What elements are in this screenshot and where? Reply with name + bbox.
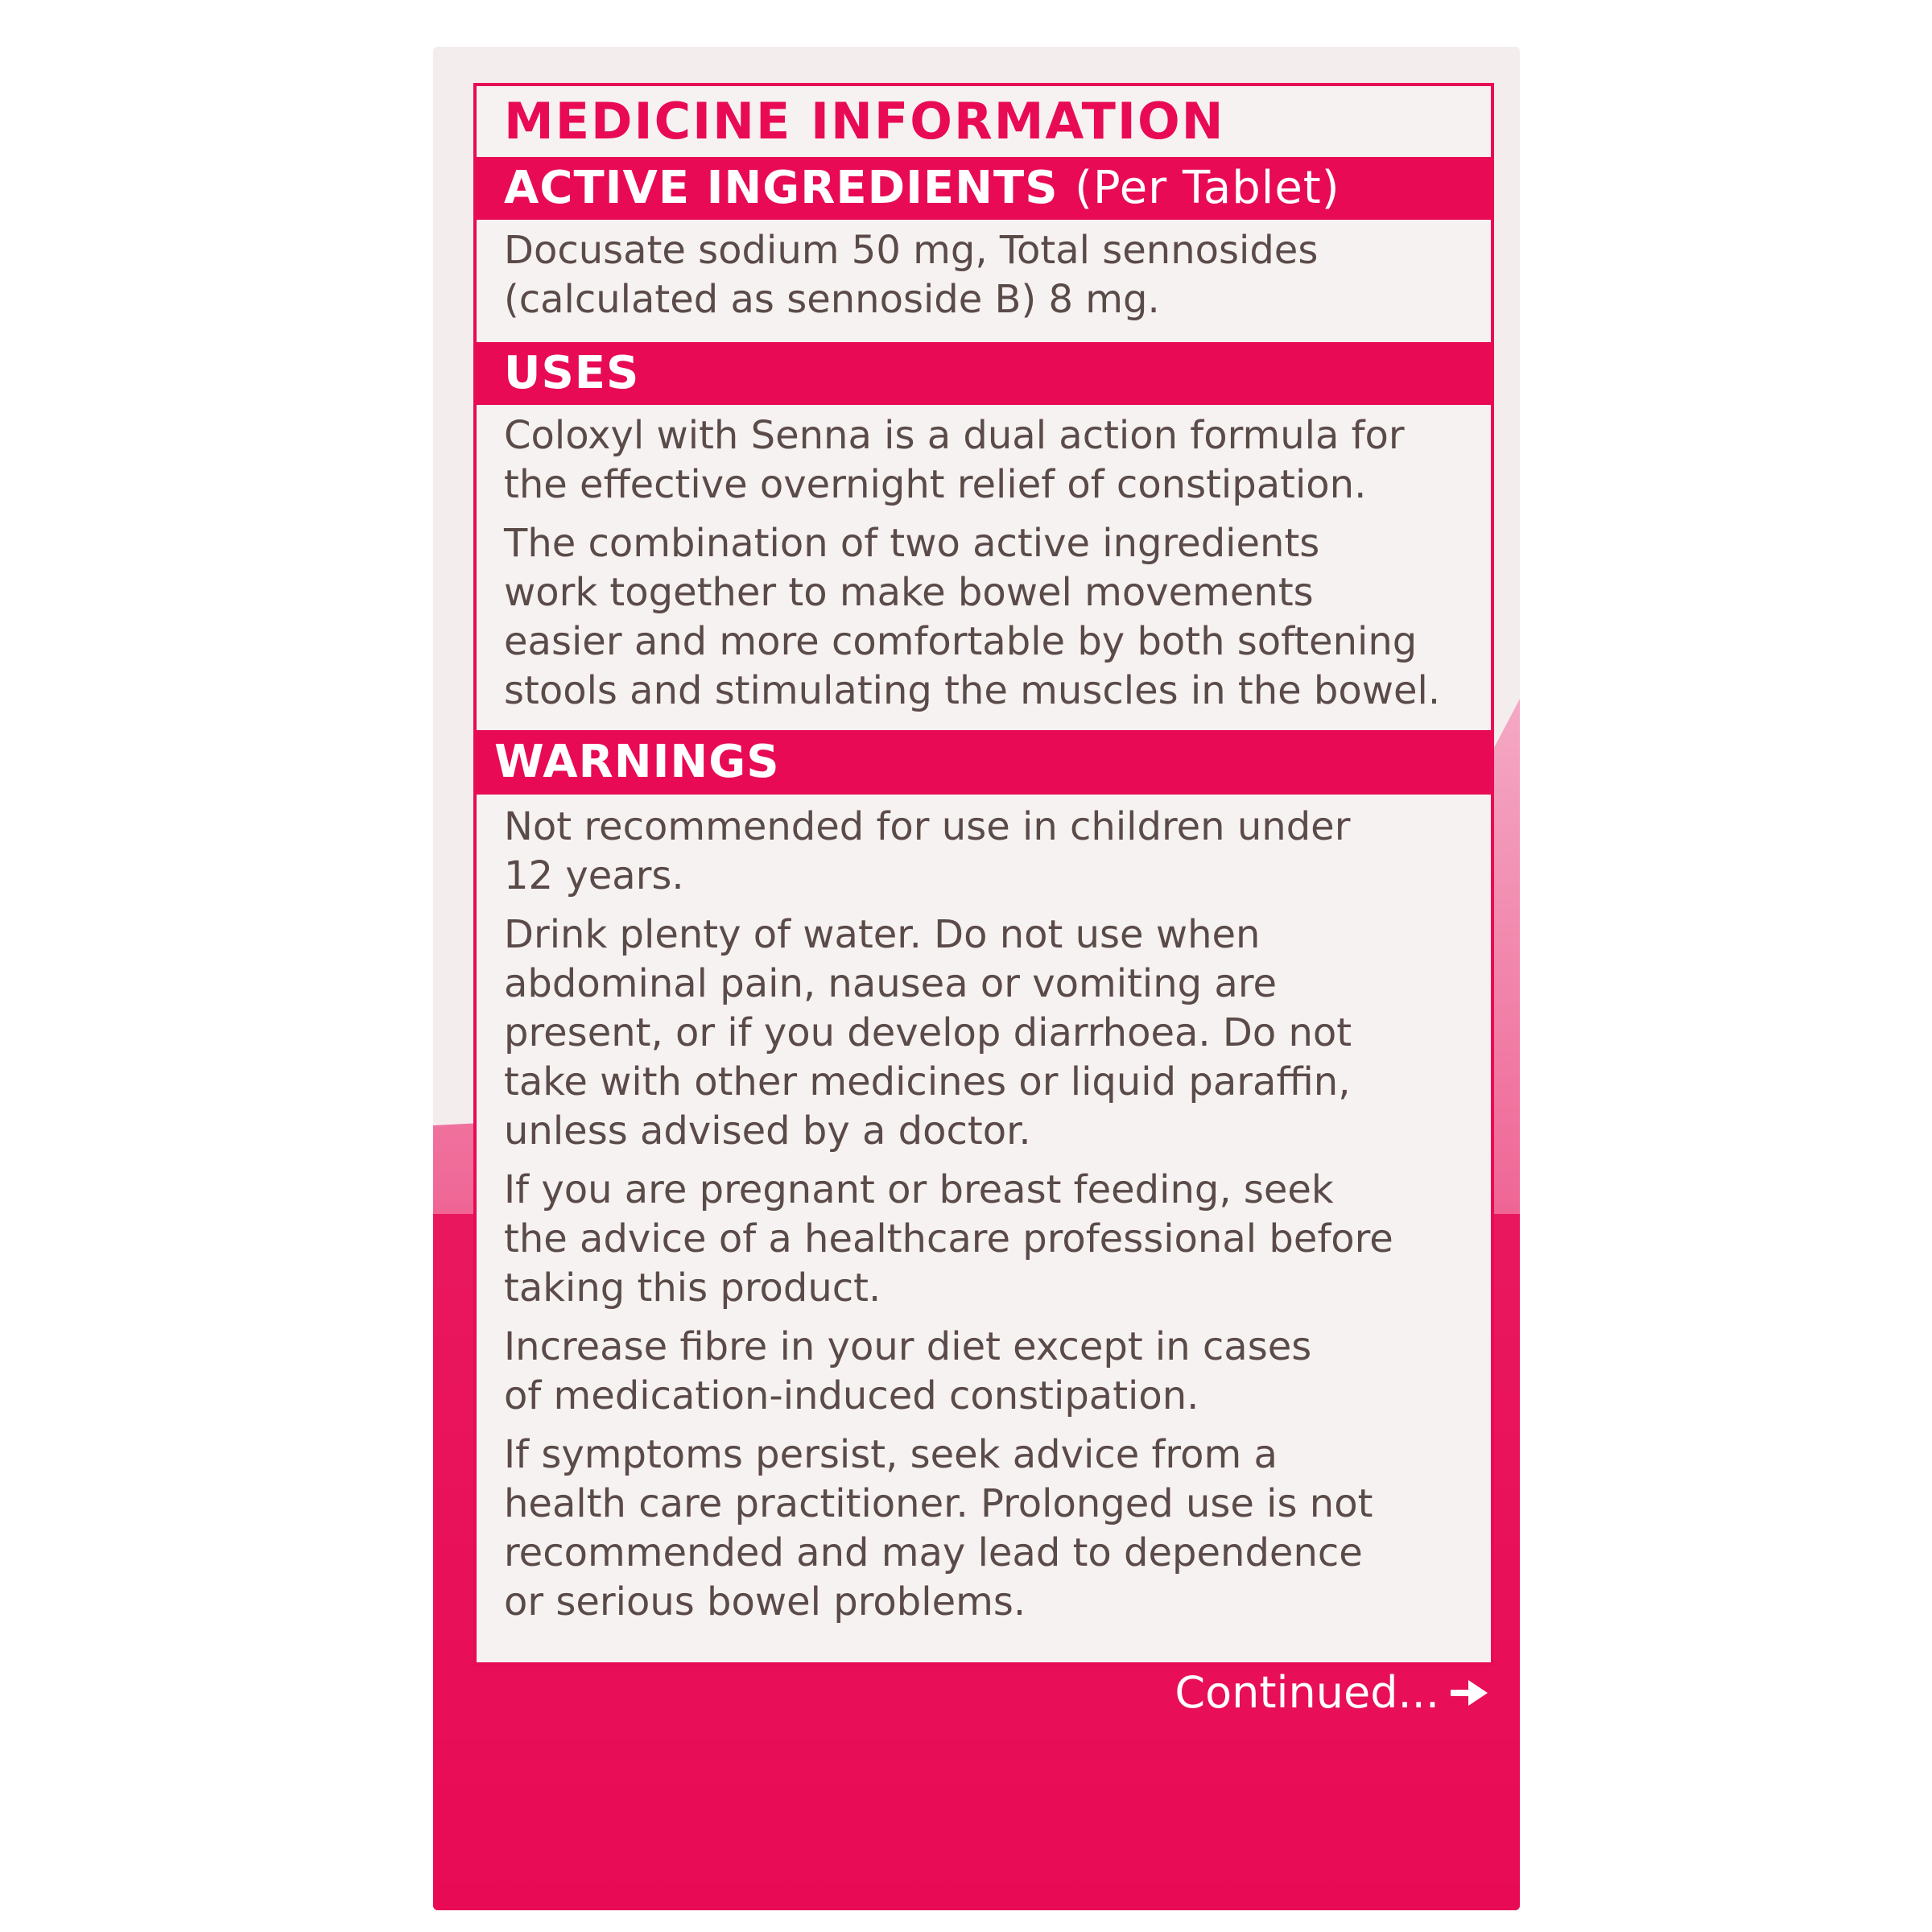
uses-paragraph: [504, 411, 1475, 510]
text-line: the effective overnight relief of constipation.: [504, 462, 1367, 507]
medicine-information-panel: [473, 83, 1494, 1666]
text-line: abdominal pain, nausea or vomiting are: [504, 961, 1278, 1006]
ingredient-line: Docusate sodium 50 mg, Total sennosides: [504, 228, 1319, 273]
text-line: If you are pregnant or breast feeding, seek: [504, 1167, 1334, 1212]
arrow-right-icon: [1451, 1678, 1488, 1707]
text-line: Not recommended for use in children under: [504, 804, 1351, 849]
active-ingredients-body: [477, 220, 1491, 342]
active-ingredients-heading: [477, 157, 1491, 220]
text-line: health care practitioner. Prolonged use is not: [504, 1481, 1373, 1526]
ingredient-line: (calculated as sennoside B) 8 mg.: [504, 277, 1160, 322]
text-line: Drink plenty of water. Do not use when: [504, 912, 1261, 957]
text-line: work together to make bowel movements: [504, 570, 1314, 615]
text-line: unless advised by a doctor.: [504, 1108, 1031, 1154]
warning-paragraph: [504, 1430, 1475, 1627]
text-line: Increase fibre in your diet except in cases: [504, 1324, 1312, 1369]
uses-body: [477, 405, 1491, 730]
uses-label: USES: [504, 347, 640, 399]
text-line: take with other medicines or liquid paraffin,: [504, 1059, 1351, 1104]
text-line: Coloxyl with Senna is a dual action formula for: [504, 413, 1405, 458]
panel-title: [477, 86, 1491, 157]
uses-paragraph: [504, 519, 1475, 716]
text-line: stools and stimulating the muscles in the bowel.: [504, 668, 1441, 713]
warning-paragraph: [504, 803, 1475, 901]
warning-paragraph: [504, 910, 1475, 1156]
per-tablet-label: (Per Tablet): [1075, 162, 1340, 214]
warning-paragraph: [504, 1166, 1475, 1313]
text-line: the advice of a healthcare professional before: [504, 1216, 1393, 1261]
text-line: If symptoms persist, seek advice from a: [504, 1432, 1278, 1477]
warnings-body: [477, 795, 1491, 1662]
text-line: taking this product.: [504, 1265, 881, 1311]
text-line: present, or if you develop diarrhoea. Do not: [504, 1010, 1352, 1055]
package-panel: [433, 47, 1520, 1910]
continued-note: [1174, 1661, 1488, 1725]
text-line: of medication-induced constipation.: [504, 1373, 1199, 1418]
active-ingredients-label: ACTIVE INGREDIENTS: [504, 162, 1059, 214]
text-line: The combination of two active ingredients: [504, 521, 1320, 566]
text-line: easier and more comfortable by both softening: [504, 619, 1418, 664]
text-line: or serious bowel problems.: [504, 1579, 1026, 1624]
continued-label: Continued...: [1174, 1667, 1439, 1718]
medicine-information-title: MEDICINE INFORMATION: [504, 92, 1225, 151]
warnings-heading: [477, 730, 1491, 795]
text-line: 12 years.: [504, 853, 684, 898]
uses-heading: [477, 342, 1491, 405]
warning-paragraph: [504, 1323, 1475, 1421]
warnings-label: WARNINGS: [494, 736, 780, 788]
text-line: recommended and may lead to dependence: [504, 1530, 1363, 1575]
